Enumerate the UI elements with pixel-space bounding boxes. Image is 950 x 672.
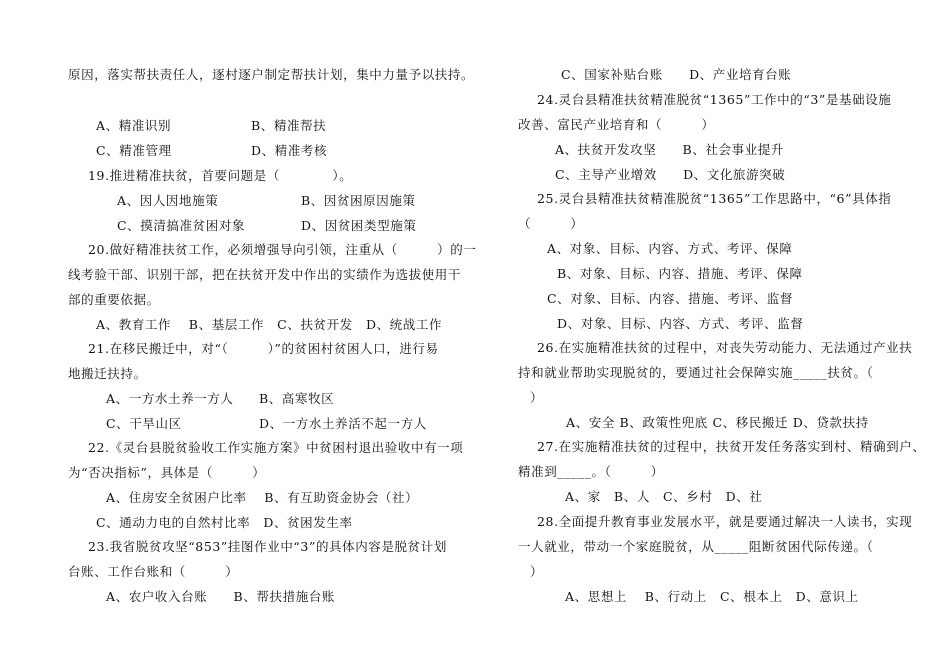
question-25-stem-line-2: （ ） xyxy=(518,216,584,231)
question-28-stem-line-2: 一人就业，带动一个家庭脱贫，从_____阻断贫困代际传递。（ xyxy=(518,539,874,554)
question-20-stem-line-1: 20.做好精准扶贫工作，必须增强导向引领，注重从（ ）的一 xyxy=(88,242,477,257)
question-24-options-ab: A、扶贫开发攻坚 B、社会事业提升 xyxy=(555,142,785,157)
question-25-option-b: B、对象、目标、内容、措施、考评、保障 xyxy=(557,266,803,281)
question-28-options: A、思想上 B、行动上 C、根本上 D、意识上 xyxy=(565,589,859,604)
question-20-options: A、教育工作 B、基层工作 C、扶贫开发 D、统战工作 xyxy=(96,317,443,332)
question-18-option-d: D、精准考核 xyxy=(251,143,328,158)
question-27-options: A、家 B、人 C、乡村 D、社 xyxy=(565,489,763,504)
question-21-option-b: B、高寒牧区 xyxy=(259,391,335,406)
question-27-stem-line-2: 精准到_____。（ ） xyxy=(518,464,664,479)
question-21-option-a: A、一方水土养一方人 xyxy=(106,391,234,406)
question-28-stem-line-3: ） xyxy=(530,564,544,579)
question-19-option-a: A、因人因地施策 xyxy=(117,193,219,208)
question-21-stem-line-1: 21.在移民搬迁中，对“（ ）”的贫困村贫困人口，进行易 xyxy=(88,341,439,356)
question-23-stem-line-1: 23.我省脱贫攻坚“853”挂图作业中“3”的具体内容是脱贫计划 xyxy=(88,539,447,554)
question-23-options-ab: A、农户收入台账 B、帮扶措施台账 xyxy=(106,589,336,604)
question-19-option-c: C、摸清搞准贫困对象 xyxy=(117,218,246,233)
question-20-stem-line-3: 部的重要依据。 xyxy=(68,292,160,307)
question-25-option-a: A、对象、目标、内容、方式、考评、保障 xyxy=(547,241,793,256)
question-26-stem-line-2: 持和就业帮助实现脱贫的，要通过社会保障实施_____扶贫。（ xyxy=(518,365,874,380)
question-18-option-c: C、精准管理 xyxy=(96,143,172,158)
question-24-stem-line-1: 24.灵台县精准扶贫精准脱贫“1365”工作中的“3”是基础设施 xyxy=(537,92,892,107)
question-28-stem-line-1: 28.全面提升教育事业发展水平，就是要通过解决一人读书，实现 xyxy=(537,514,913,529)
question-22-stem-line-1: 22.《灵台县脱贫验收工作实施方案》中贫困村退出验收中有一项 xyxy=(88,440,464,455)
question-22-options-ab: A、住房安全贫困户比率 B、有互助资金协会（社） xyxy=(106,490,419,505)
question-19-option-b: B、因贫困原因施策 xyxy=(301,193,416,208)
question-21-stem-line-2: 地搬迁扶持。 xyxy=(68,366,147,381)
question-22-options-cd: C、通动力电的自然村比率 D、贫困发生率 xyxy=(96,515,353,530)
question-18-option-a: A、精准识别 xyxy=(96,118,172,133)
question-23-options-cd: C、国家补贴台账 D、产业培育台账 xyxy=(561,67,792,82)
question-19-stem: 19.推进精准扶贫，首要问题是（ ）。 xyxy=(88,168,353,183)
question-18-option-b: B、精准帮扶 xyxy=(251,118,327,133)
question-19-option-d: D、因贫困类型施策 xyxy=(301,218,417,233)
question-23-stem-line-2: 台账、工作台账和（ ） xyxy=(68,564,239,579)
question-27-stem-line-1: 27.在实施精准扶贫的过程中，扶贫开发任务落实到村、精确到户、 xyxy=(537,439,926,454)
question-22-stem-line-2: 为“否决指标”，具体是（ ） xyxy=(68,465,266,480)
question-26-stem-line-3: ） xyxy=(530,390,544,405)
question-24-stem-line-2: 改善、富民产业培育和（ ） xyxy=(518,117,715,132)
question-25-stem-line-1: 25.灵台县精准扶贫精准脱贫“1365”工作思路中，“6”具体指 xyxy=(537,191,892,206)
question-26-options: A、安全 B、政策性兜底 C、移民搬迁 D、贷款扶持 xyxy=(566,415,869,430)
question-24-options-cd: C、主导产业增效 D、文化旅游突破 xyxy=(555,167,786,182)
question-21-option-c: C、干旱山区 xyxy=(106,416,182,431)
question-21-option-d: D、一方水土养活不起一方人 xyxy=(259,416,427,431)
question-18-stem-tail: 原因，落实帮扶责任人，逐村逐户制定帮扶计划，集中力量予以扶持。 xyxy=(68,67,475,82)
question-25-option-c: C、对象、目标、内容、措施、考评、监督 xyxy=(547,291,793,306)
question-25-option-d: D、对象、目标、内容、方式、考评、监督 xyxy=(557,316,804,331)
question-26-stem-line-1: 26.在实施精准扶贫的过程中，对丧失劳动能力、无法通过产业扶 xyxy=(537,340,913,355)
question-20-stem-line-2: 线考验干部、识别干部，把在扶贫开发中作出的实绩作为选拔使用干 xyxy=(68,267,462,282)
